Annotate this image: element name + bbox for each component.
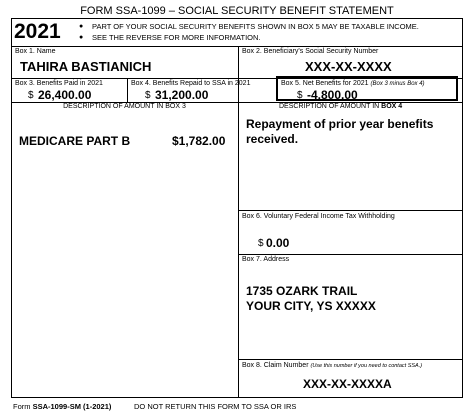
rule-box3-box4	[127, 78, 128, 102]
address-line-2: YOUR CITY, YS XXXXX	[246, 299, 376, 313]
box3-label: Box 3. Benefits Paid in 2021	[15, 80, 103, 87]
box4-description-line-1: Repayment of prior year benefits	[246, 117, 434, 131]
tax-year: 2021	[14, 20, 61, 43]
box3-description-amount: $1,782.00	[172, 134, 226, 148]
box5-currency: $	[297, 90, 303, 101]
box4-label: Box 4. Benefits Repaid to SSA in 2021	[131, 80, 251, 87]
form-id	[13, 402, 111, 411]
benefits-paid-amount: 26,400.00	[38, 88, 92, 102]
form-frame	[11, 18, 463, 398]
claim-number: XXX-XX-XXXXA	[303, 377, 392, 391]
box5-label-note: (Box 3 minus Box 4)	[370, 81, 425, 87]
beneficiary-name: TAHIRA BASTIANICH	[20, 59, 152, 74]
net-benefits-amount: -4,800.00	[307, 88, 358, 102]
box6-currency: $	[258, 238, 264, 249]
box1-label: Box 1. Name	[15, 48, 56, 55]
box5-label-text: Box 5. Net Benefits for 2021	[281, 80, 369, 87]
do-not-return-notice: DO NOT RETURN THIS FORM TO SSA OR IRS	[134, 402, 297, 411]
box4-description-header-text: DESCRIPTION OF AMOUNT IN	[279, 103, 380, 110]
rule-below-header	[11, 46, 463, 47]
benefits-repaid-amount: 31,200.00	[155, 88, 209, 102]
box3-description-header: DESCRIPTION OF AMOUNT IN BOX 3	[63, 103, 186, 110]
box4-description-line-2: received.	[246, 132, 299, 146]
box5-label	[281, 80, 425, 87]
taxable-income-notice: PART OF YOUR SOCIAL SECURITY BENEFITS SHOWN IN BOX 5 MAY BE TAXABLE INCOME.	[92, 22, 419, 31]
reverse-info-notice: SEE THE REVERSE FOR MORE INFORMATION.	[92, 33, 261, 42]
rule-center-column	[238, 46, 239, 398]
rule-box6-top	[238, 210, 463, 211]
rule-box7-top	[238, 254, 463, 255]
rule-box8-top	[238, 359, 463, 360]
box7-label: Box 7. Address	[242, 256, 290, 263]
box4-currency: $	[145, 90, 151, 101]
form-id-prefix: Form	[13, 402, 31, 411]
box8-label-note: (Use this number if you need to contact SSA.)	[310, 363, 423, 369]
box3-currency: $	[28, 90, 34, 101]
box8-label-text: Box 8. Claim Number	[242, 362, 309, 369]
social-security-number: XXX-XX-XXXX	[305, 59, 392, 74]
form-title: FORM SSA-1099 – SOCIAL SECURITY BENEFIT STATEMENT	[80, 5, 394, 17]
box8-label	[242, 362, 422, 369]
box4-description-header-box: BOX 4	[381, 103, 403, 110]
bullet-icon: ●	[79, 34, 84, 41]
tax-withholding-amount: 0.00	[266, 236, 290, 250]
address-line-1: 1735 OZARK TRAIL	[246, 284, 358, 298]
form-id-value: SSA-1099-SM (1-2021)	[32, 402, 112, 411]
box4-description-header	[279, 103, 402, 110]
box6-label: Box 6. Voluntary Federal Income Tax Withholding	[242, 213, 395, 220]
bullet-icon: ●	[79, 23, 84, 30]
box2-label: Box 2. Beneficiary's Social Security Number	[242, 48, 379, 55]
box3-description-item: MEDICARE PART B	[19, 134, 131, 148]
